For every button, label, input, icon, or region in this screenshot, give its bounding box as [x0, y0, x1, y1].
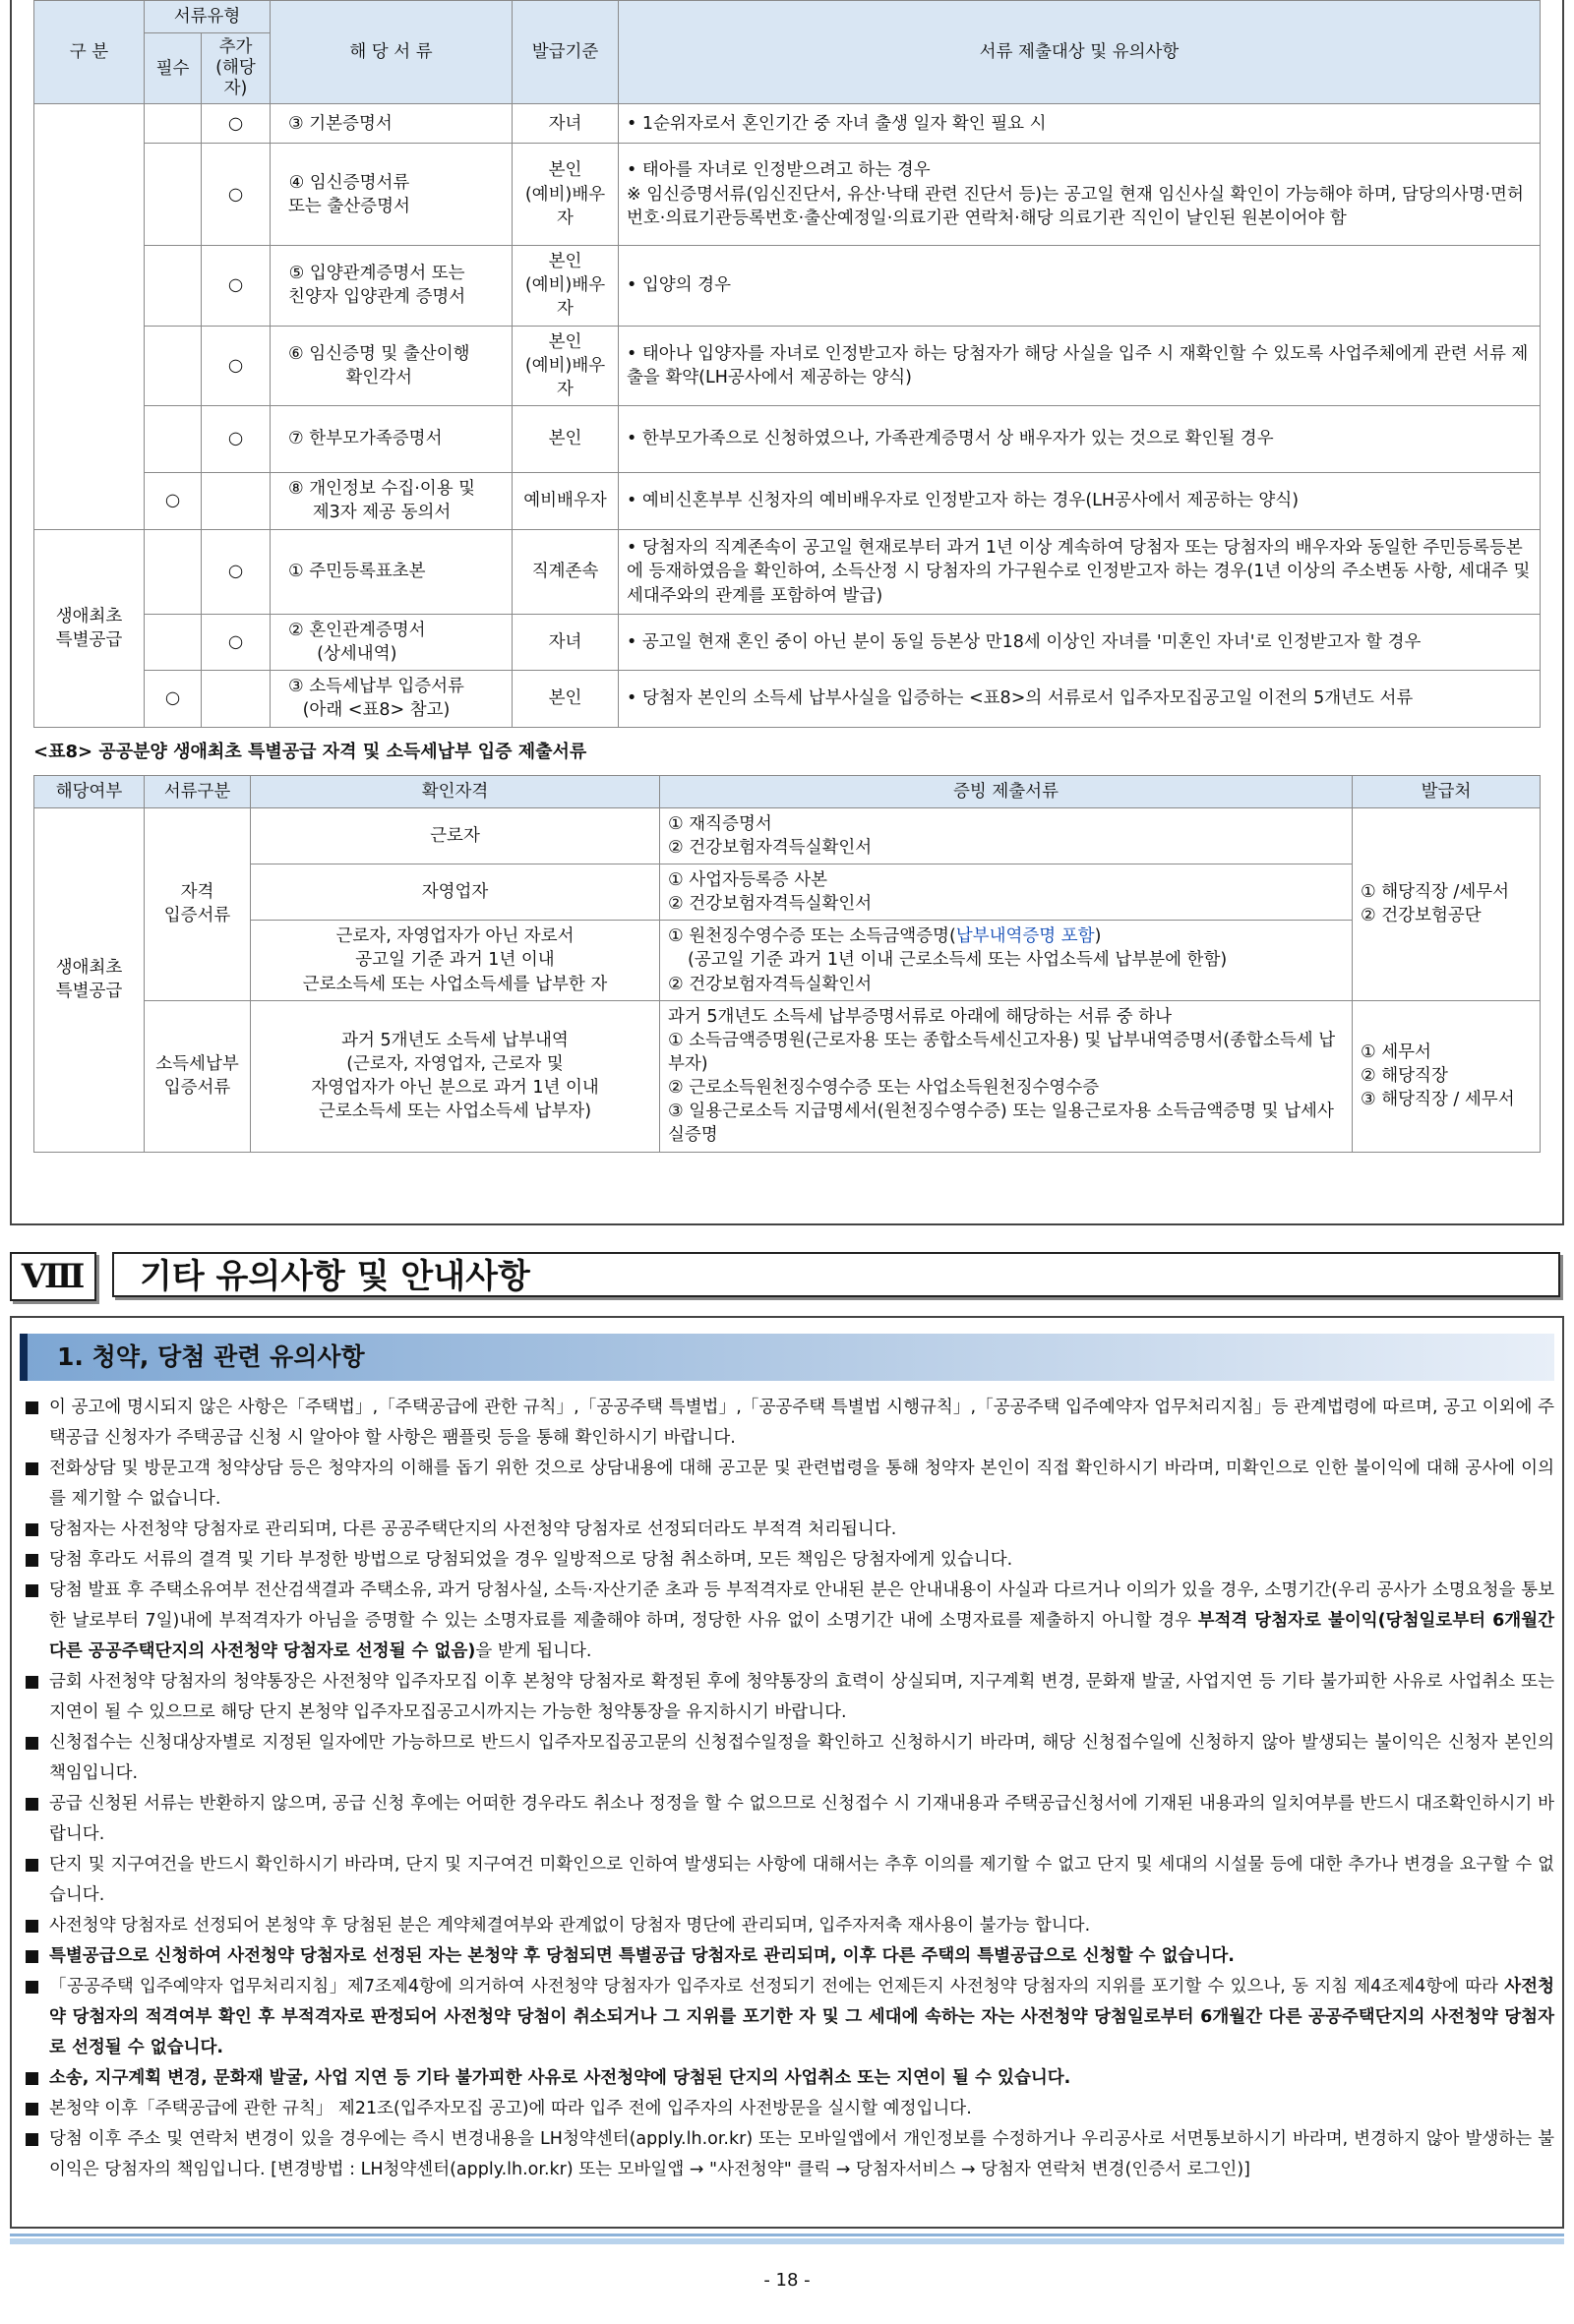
t8-issuer-line: ③ 해당직장 / 세무서	[1361, 1090, 1515, 1110]
required-mark	[145, 326, 202, 405]
issue-basis: 자녀	[513, 614, 619, 670]
note-line: • 1순위자로서 혼인기간 중 자녀 출생 일자 확인 필요 시	[627, 113, 1047, 134]
document-name-text: ⑦ 한부모가족증명서	[288, 429, 443, 449]
document-name-text: ③ 기본증명서	[288, 113, 393, 134]
required-mark	[145, 104, 202, 144]
document-name	[271, 144, 513, 246]
document-name	[271, 614, 513, 670]
issue-basis: 본인	[513, 671, 619, 727]
notice-text: 신청접수는 신청대상자별로 지정된 일자에만 가능하므로 반드시 입주자모집공고문의 신청접수일정을 확인하고 신청하시기 바라며, 해당 신청접수일에 신청하지 않아 발생되는 불이익은 신청자 본인의 책임입니다.	[49, 1733, 1554, 1783]
note-line: • 태아나 입양자를 자녀로 인정받고자 하는 당첨자가 해당 사실을 입주 시 재확인할 수 있도록 사업주체에게 관련 서류 제출을 확약(LH공사에서 제공하는 양식)	[627, 343, 1529, 387]
t8-doc-line	[668, 924, 1344, 948]
document-name-text: ① 주민등록표초본	[288, 562, 426, 582]
header-gubun: 구 분	[34, 1, 145, 104]
t8-cat2-text: 소득세납부 입증서류	[155, 1053, 239, 1099]
t8-qual: 자영업자	[251, 864, 660, 920]
t8-qual	[251, 1000, 660, 1152]
square-bullet-icon	[26, 2133, 38, 2146]
notice-item	[20, 1789, 1554, 1850]
notice-item	[20, 1545, 1554, 1576]
subsection-accent-bar	[20, 1334, 28, 1381]
doc-row	[34, 472, 1541, 529]
notice-item	[20, 1941, 1554, 1972]
page-number: - 18 -	[763, 2270, 811, 2291]
additional-mark: ○	[202, 104, 271, 144]
notes-cell	[619, 246, 1541, 326]
t8-issuer1	[1353, 807, 1541, 1000]
t8-qual: 근로자	[251, 807, 660, 864]
square-bullet-icon	[26, 1523, 38, 1536]
t8-issuer-line: ② 해당직장	[1361, 1066, 1448, 1087]
issue-basis: 본인 (예비)배우자	[513, 246, 619, 326]
t8-header: 발급처	[1353, 775, 1541, 807]
notice-item	[20, 1576, 1554, 1667]
note-line: ※ 임신증명서류(임신진단서, 유산·낙태 관련 진단서 등)는 공고일 현재 임신사실 확인이 가능해야 하며, 담당의사명·면허번호·의료기관등록번호·출산예정일·의료기관 연락처·해당 의료기관 직인이 날인된 원본이어야 함	[627, 184, 1524, 228]
t8-docs	[660, 864, 1353, 920]
notice-item	[20, 2094, 1554, 2124]
additional-mark: ○	[202, 144, 271, 246]
group-blank-cell	[34, 104, 145, 530]
document-name-text: ③ 소득세납부 입증서류 (아래 <표8> 참고)	[288, 677, 464, 721]
t8-docs	[660, 921, 1353, 1000]
t8-doc-part: )	[1094, 926, 1102, 947]
t8-doc-line: ① 소득금액증명원(근로자용 또는 종합소득세신고자용) 및 납부내역증명서(종합소득세 납부자)	[668, 1030, 1336, 1074]
document-name	[271, 326, 513, 405]
footer-rule	[10, 2234, 1564, 2236]
square-bullet-icon	[26, 1859, 38, 1872]
additional-mark	[202, 671, 271, 727]
notice-text: 본청약 이후「주택공급에 관한 규칙」 제21조(입주자모집 공고)에 따라 입주 전에 입주자의 사전방문을 실시할 예정입니다.	[49, 2099, 972, 2118]
header-doc: 해 당 서 류	[271, 1, 513, 104]
document-name	[271, 405, 513, 472]
required-mark	[145, 144, 202, 246]
t8-cat1-text: 자격 입증서류	[163, 882, 231, 926]
square-bullet-icon	[26, 1676, 38, 1689]
additional-mark: ○	[202, 405, 271, 472]
notice-text: 전화상담 및 방문고객 청약상담 등은 청약자의 이해를 돕기 위한 것으로 상담내용에 대해 공고문 및 관련법령을 통해 청약자 본인이 직접 확인하시기 바라며, 미확인으로 인한 불이익에 대해 공사에 이의를 제기할 수 없습니다.	[49, 1459, 1554, 1509]
notice-text: 단지 및 지구여건을 반드시 확인하시기 바라며, 단지 및 지구여건 미확인으로 인하여 발생되는 사항에 대해서는 추후 이의를 제기할 수 없고 단지 및 세대의 시설물 등에 대한 추가나 변경을 요구할 수 없습니다.	[49, 1855, 1554, 1905]
additional-mark: ○	[202, 246, 271, 326]
square-bullet-icon	[26, 1920, 38, 1933]
doc-row	[34, 246, 1541, 326]
notes-cell	[619, 405, 1541, 472]
t8-header: 증빙 제출서류	[660, 775, 1353, 807]
required-documents-table	[33, 0, 1541, 728]
document-name	[271, 671, 513, 727]
t8-doc-line: ② 건강보험자격득실확인서	[668, 837, 873, 858]
t8-doc-line: (공고일 기준 과거 1년 이내 근로소득세 또는 사업소득세 납부분에 한함)	[688, 950, 1228, 971]
subsection-title: 1. 청약, 당첨 관련 유의사항	[57, 1342, 365, 1371]
t8-doc-line: ② 건강보험자격득실확인서	[668, 894, 873, 915]
t8-cat2	[145, 1000, 251, 1152]
square-bullet-icon	[26, 1462, 38, 1475]
t8-header: 서류구분	[145, 775, 251, 807]
note-line: • 예비신혼부부 신청자의 예비배우자로 인정받고자 하는 경우(LH공사에서 제공하는 양식)	[627, 491, 1300, 511]
t8-qual-text: 과거 5개년도 소득세 납부내역 (근로자, 자영업자, 근로자 및 자영업자가 아닌 분으로 과거 1년 이내 근로소득세 또는 사업소득세 납부자)	[311, 1030, 599, 1122]
notice-text: 당첨 후라도 서류의 결격 및 기타 부정한 방법으로 당첨되었을 경우 일방적으로 당첨 취소하며, 모든 책임은 당첨자에게 있습니다.	[49, 1550, 1013, 1570]
required-mark	[145, 529, 202, 614]
doc-row	[34, 104, 1541, 144]
note-line: • 한부모가족으로 신청하였으나, 가족관계증명서 상 배우자가 있는 것으로 확인될 경우	[627, 429, 1274, 449]
page-sheet	[10, 0, 1564, 2179]
notice-item	[20, 1728, 1554, 1789]
note-line: • 태아를 자녀로 인정받으려고 하는 경우	[627, 160, 931, 181]
notice-text: 「공공주택 입주예약자 업무처리지침」제7조제4항에 의거하여 사전청약 당첨자가 입주자로 선정되기 전에는 언제든지 사전청약 당첨자의 지위를 포기할 수 있으나, 동 지침 제4조제4항에 따라	[49, 1977, 1505, 1996]
notes-cell	[619, 104, 1541, 144]
document-name-text: ⑥ 임신증명 및 출산이행 확인각서	[288, 343, 470, 387]
notes-cell	[619, 614, 1541, 670]
notice-text: 을 받게 됩니다.	[475, 1641, 592, 1661]
square-bullet-icon	[26, 2072, 38, 2085]
notes-cell	[619, 671, 1541, 727]
doc-row	[34, 326, 1541, 405]
notice-bold-text: 소송, 지구계획 변경, 문화재 발굴, 사업 지연 등 기타 불가피한 사유로 사전청약에 당첨된 단지의 사업취소 또는 지연이 될 수 있습니다.	[49, 2068, 1071, 2088]
t8-qual-text: 근로자, 자영업자가 아닌 자로서 공고일 기준 과거 1년 이내 근로소득세 또는 사업소득세를 납부한 자	[302, 926, 608, 994]
table8-caption: <표8> 공공분양 생애최초 특별공급 자격 및 소득세납부 입증 제출서류	[33, 741, 587, 762]
t8-issuer-line: ① 세무서	[1361, 1042, 1431, 1062]
notice-item	[20, 1454, 1554, 1515]
notice-bold-text: 특별공급으로 신청하여 사전청약 당첨자로 선정된 자는 본청약 후 당첨되면 특별공급 당첨자로 관리되며, 이후 다른 주택의 특별공급으로 신청할 수 없습니다.	[49, 1946, 1235, 1966]
additional-mark	[202, 472, 271, 529]
section-number: Ⅷ	[10, 1252, 96, 1301]
additional-mark: ○	[202, 614, 271, 670]
notice-item	[20, 1972, 1554, 2063]
notice-text: 당첨자는 사전청약 당첨자로 관리되며, 다른 공공주택단지의 사전청약 당첨자로 선정되더라도 부적격 처리됩니다.	[49, 1520, 897, 1539]
notice-item	[20, 1911, 1554, 1941]
required-mark: ○	[145, 472, 202, 529]
table8	[33, 775, 1541, 1153]
document-name	[271, 529, 513, 614]
t8-header: 해당여부	[34, 775, 145, 807]
notice-text: 당첨 이후 주소 및 연락처 변경이 있을 경우에는 즉시 변경내용을 LH청약센터(apply.lh.or.kr) 또는 모바일앱에서 개인정보를 수정하거나 우리공사로 서면통보하시기 바라며, 변경하지 않아 발생하는 불이익은 당첨자의 책임입니다. [변경방법 : LH청약센터(apply.lh.or.kr) 또는 모바일앱 → "사전청약" 클릭 → 당첨자서비스 → 당첨자 연락처 변경(인증서 로그인)]	[49, 2129, 1554, 2179]
note-line: • 당첨자의 직계존속이 공고일 현재로부터 과거 1년 이상 계속하여 당첨자 또는 당첨자의 배우자와 동일한 주민등록등본에 등재하였음을 확인하여, 소득산정 시 당첨자의 가구원수로 인정받고자 하는 경우(1년 이상의 주소변동 사항, 세대주 및 세대주와의 관계를 포함하여 발급)	[627, 538, 1531, 606]
t8-doc-part: ① 원천징수영수증 또는 소득금액증명(	[668, 926, 956, 947]
notice-text: 이 공고에 명시되지 않은 사항은「주택법」,「주택공급에 관한 규칙」,「공공주택 특별법」,「공공주택 특별법 시행규칙」,「공공주택 입주예약자 업무처리지침」등 관계법령에 따르며, 공고 이외에 주택공급 신청자가 주택공급 신청 시 알아야 할 사항은 팸플릿 등을 통해 확인하시기 바랍니다.	[49, 1398, 1554, 1448]
documents-panel	[10, 0, 1564, 1225]
note-line: • 입양의 경우	[627, 275, 731, 296]
issue-basis: 본인 (예비)배우자	[513, 144, 619, 246]
notice-bold-text: 사전청약 당첨자의 적격여부 확인 후 부적격자로 판정되어 사전청약 당첨이 취소되거나 그 지위를 포기한 자 및 그 세대에 속하는 자는 사전청약 당첨일로부터 6개월간 다른 공공주택단지의 사전청약 당첨자로 선정될 수 없습니다.	[49, 1977, 1554, 2057]
notes-cell	[619, 529, 1541, 614]
t8-qual	[251, 921, 660, 1000]
document-name	[271, 472, 513, 529]
doc-row	[34, 144, 1541, 246]
notice-bold-text: 부적격 당첨자로 불이익(당첨일로부터 6개월간 다른 공공주택단지의 사전청약 당첨자로 선정될 수 없음)	[49, 1611, 1554, 1661]
notice-item	[20, 1667, 1554, 1728]
notice-item	[20, 1850, 1554, 1911]
notice-text: 사전청약 당첨자로 선정되어 본청약 후 당첨된 분은 계약체결여부와 관계없이 당첨자 명단에 관리되며, 입주자저축 재사용이 불가능 합니다.	[49, 1916, 1091, 1936]
section-header	[10, 1252, 1564, 1301]
t8-doc-line: ① 재직증명서	[668, 813, 772, 834]
square-bullet-icon	[26, 1737, 38, 1750]
header-notes: 서류 제출대상 및 유의사항	[619, 1, 1541, 104]
square-bullet-icon	[26, 1554, 38, 1567]
notes-cell	[619, 472, 1541, 529]
notice-text: 당첨 발표 후 주택소유여부 전산검색결과 주택소유, 과거 당첨사실, 소득·자산기준 초과 등 부적격자로 안내된 분은 안내내용이 사실과 다르거나 이의가 있을 경우, 소명기간(우리 공사가 소명요청을 통보한 날로부터 7일)내에 부적격자가 아님을 증명할 수 있는 소명자료를 제출해야 하며, 정당한 사유 없이 소명기간 내에 소명자료를 제출하지 아니할 경우	[49, 1580, 1554, 1631]
t8-docs	[660, 807, 1353, 864]
t8-header: 확인자격	[251, 775, 660, 807]
doc-row	[34, 671, 1541, 727]
required-mark	[145, 614, 202, 670]
section-title: 기타 유의사항 및 안내사항	[112, 1252, 1560, 1297]
square-bullet-icon	[26, 1798, 38, 1811]
notice-item	[20, 1515, 1554, 1545]
t8-cat1	[145, 807, 251, 1000]
required-mark	[145, 246, 202, 326]
required-mark	[145, 405, 202, 472]
notice-item	[20, 1393, 1554, 1454]
t8-applies-text: 생애최초 특별공급	[55, 957, 123, 1002]
t8-doc-line: ② 건강보험자격득실확인서	[668, 974, 873, 994]
t8-doc-line: ② 근로소득원천징수영수증 또는 사업소득원천징수영수증	[668, 1078, 1100, 1099]
notice-text: 금회 사전청약 당첨자의 청약통장은 사전청약 입주자모집 이후 본청약 당첨자로 확정된 후에 청약통장의 효력이 상실되며, 지구계획 변경, 문화재 발굴, 사업지연 등 기타 불가피한 사유로 사업취소 또는 지연이 될 수 있으므로 해당 단지 본청약 입주자모집공고시까지는 가능한 청약통장을 유지하시기 바랍니다.	[49, 1672, 1554, 1722]
issue-basis: 직계존속	[513, 529, 619, 614]
issue-basis: 자녀	[513, 104, 619, 144]
document-name-text: ⑧ 개인정보 수집·이용 및 제3자 제공 동의서	[288, 479, 476, 523]
document-name	[271, 104, 513, 144]
t8-doc-line: ① 사업자등록증 사본	[668, 869, 828, 890]
subsection-header	[20, 1334, 1554, 1381]
additional-mark: ○	[202, 326, 271, 405]
doc-row	[34, 614, 1541, 670]
square-bullet-icon	[26, 2103, 38, 2115]
notice-text: 공급 신청된 서류는 반환하지 않으며, 공급 신청 후에는 어떠한 경우라도 취소나 정정을 할 수 없으므로 신청접수 시 기재내용과 주택공급신청서에 기재된 내용과의 일치여부를 반드시 대조확인하시기 바랍니다.	[49, 1794, 1554, 1844]
t8-issuer2	[1353, 1000, 1541, 1152]
t8-doc-line: 과거 5개년도 소득세 납부증명서류로 아래에 해당하는 서류 중 하나	[668, 1006, 1173, 1027]
header-doc-type: 서류유형	[145, 1, 271, 33]
document-name-text: ④ 임신증명서류 또는 출산증명서	[288, 172, 410, 216]
doc-row	[34, 405, 1541, 472]
notes-cell	[619, 326, 1541, 405]
notes-panel	[10, 1316, 1564, 2229]
square-bullet-icon	[26, 1584, 38, 1597]
document-name-text: ⑤ 입양관계증명서 또는 친양자 입양관계 증명서	[288, 264, 466, 308]
t8-docs	[660, 1000, 1353, 1152]
note-line: • 당첨자 본인의 소득세 납부사실을 입증하는 <표8>의 서류로서 입주자모집공고일 이전의 5개년도 서류	[627, 688, 1414, 709]
t8-applies	[34, 807, 145, 1152]
square-bullet-icon	[26, 1981, 38, 1994]
group-label: 생애최초 특별공급	[34, 529, 145, 727]
t8-doc-line: ③ 일용근로소득 지급명세서(원천징수영수증) 또는 일용근로자용 소득금액증명 및 납세사실증명	[668, 1102, 1334, 1146]
notice-item	[20, 2124, 1554, 2185]
notes-cell	[619, 144, 1541, 246]
additional-mark: ○	[202, 529, 271, 614]
square-bullet-icon	[26, 1401, 38, 1414]
t8-issuer-line: ① 해당직장 /세무서	[1361, 882, 1510, 903]
notes-list	[20, 1393, 1554, 2185]
header-additional: 추가 (해당자)	[202, 33, 271, 104]
doc-row	[34, 529, 1541, 614]
header-required: 필수	[145, 33, 202, 104]
t8-doc-highlight: 납부내역증명 포함	[955, 926, 1095, 947]
issue-basis: 본인	[513, 405, 619, 472]
footer-rule	[10, 2238, 1564, 2244]
notice-item	[20, 2063, 1554, 2094]
header-basis: 발급기준	[513, 1, 619, 104]
note-line: • 공고일 현재 혼인 중이 아닌 분이 동일 등본상 만18세 이상인 자녀를 '미혼인 자녀'로 인정받고자 할 경우	[627, 632, 1422, 653]
t8-issuer-line: ② 건강보험공단	[1361, 906, 1482, 926]
square-bullet-icon	[26, 1950, 38, 1963]
document-name	[271, 246, 513, 326]
document-name-text: ② 혼인관계증명서 (상세내역)	[288, 620, 426, 665]
required-mark: ○	[145, 671, 202, 727]
issue-basis: 본인 (예비)배우자	[513, 326, 619, 405]
issue-basis: 예비배우자	[513, 472, 619, 529]
